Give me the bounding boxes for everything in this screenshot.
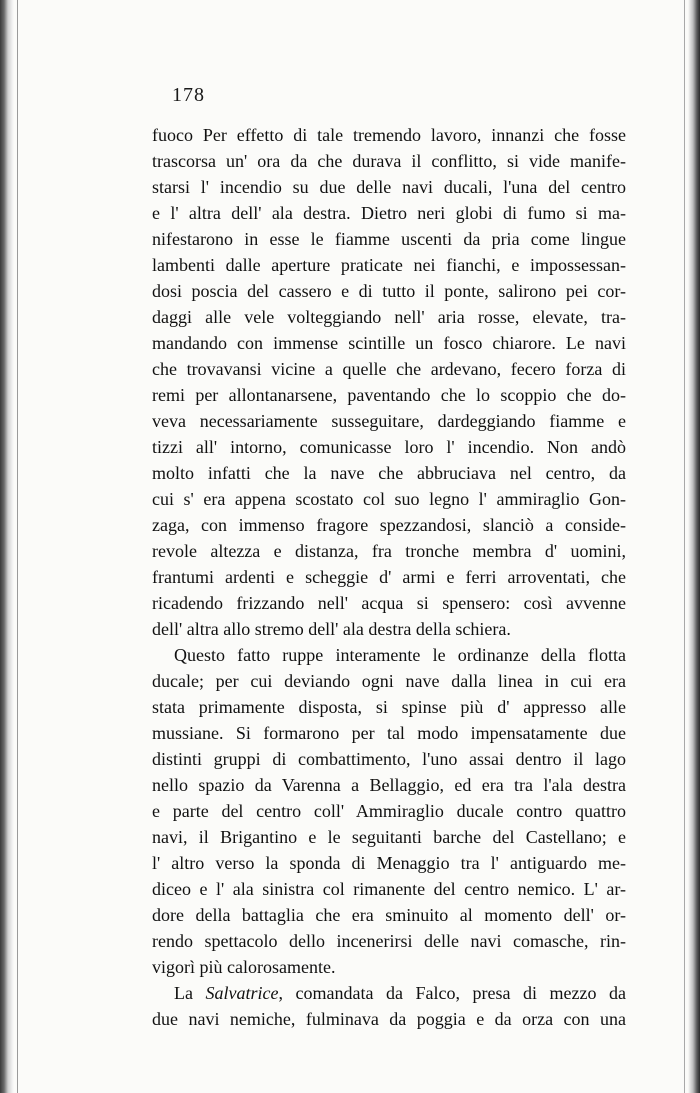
text-line: mussiane. Si formarono per tal modo impensatamente due [152,723,626,743]
text-line: che trovavansi vicine a quelle che ardevano, fecero forza di [152,359,626,379]
text-line: due navi nemiche, fulminava da poggia e da orza con una [152,1009,626,1029]
text-line: distinti gruppi di combattimento, l'uno assai dentro il lago [152,749,626,769]
paragraph-start-line [174,980,626,1006]
text-line: nifestarono in esse le fiamme uscenti da pria come lingue [152,229,626,249]
text-line: e l' altra dell' ala destra. Dietro neri globi di fumo si ma- [152,203,626,223]
text-line: dell' altra allo stremo dell' ala destra della schiera. [152,619,511,639]
text-line: rendo spettacolo dello incenerirsi delle navi comasche, rin- [152,931,626,951]
text-line: stata primamente disposta, si spinse più d' appresso alle [152,697,626,717]
text-line: dore della battaglia che era sminuito al momento dell' or- [152,905,626,925]
text-line: dosi poscia del cassero e di tutto il ponte, salirono pei cor- [152,281,626,301]
page-number: 178 [172,84,205,106]
text-line: ducale; per cui deviando ogni nave dalla linea in cui era [152,671,626,691]
paragraph-start-line: Questo fatto ruppe interamente le ordinanze della flotta [174,645,626,665]
text-line: trascorsa un' ora da che durava il conflitto, si vide manife- [152,151,626,171]
text-line: fuoco Per effetto di tale tremendo lavoro, innanzi che fosse [152,125,626,145]
text-line: revole altezza e distanza, fra tronche membra d' uomini, [152,541,626,561]
text-line: mandando con immense scintille un fosco chiarore. Le navi [152,333,626,353]
word: La [174,983,193,1003]
text-line: l' altro verso la sponda di Menaggio tra l' antiguardo me- [152,853,626,873]
text-line: nello spazio da Varenna a Bellaggio, ed era tra l'ala destra [152,775,626,795]
text-line: daggi alle vele volteggiando nell' aria rosse, elevate, tra- [152,307,626,327]
text-line: frantumi ardenti e scheggie d' armi e ferri arroventati, che [152,567,626,587]
text-line: molto infatti che la nave che abbruciava nel centro, da [152,463,626,483]
punctuation: , [278,983,283,1003]
line-rest: comandata da Falco, presa di mezzo da [295,983,627,1003]
text-line: remi per allontanarsene, paventando che lo scoppio che do- [152,385,626,405]
text-line: veva necessariamente susseguitare, dardeggiando fiamme e [152,411,626,431]
text-line: diceo e l' ala sinistra col rimanente del centro nemico. L' ar- [152,879,626,899]
text-line: zaga, con immenso fragore spezzandosi, slanciò a conside- [152,515,626,535]
text-line: navi, il Brigantino e le seguitanti barche del Castellano; e [152,827,626,847]
text-line: vigorì più calorosamente. [152,957,336,977]
text-line: lambenti dalle aperture praticate nei fianchi, e impossessan- [152,255,626,275]
text-line: e parte del centro coll' Ammiraglio ducale contro quattro [152,801,626,821]
text-line: ricadendo frizzando nell' acqua si spensero: così avvenne [152,593,626,613]
text-line: cui s' era appena scostato col suo legno l' ammiraglio Gon- [152,489,626,509]
text-line: starsi l' incendio su due delle navi ducali, l'una del centro [152,177,626,197]
ship-name: Salvatrice [205,983,279,1003]
text-line: tizzi all' intorno, comunicasse loro l' incendio. Non andò [152,437,626,457]
